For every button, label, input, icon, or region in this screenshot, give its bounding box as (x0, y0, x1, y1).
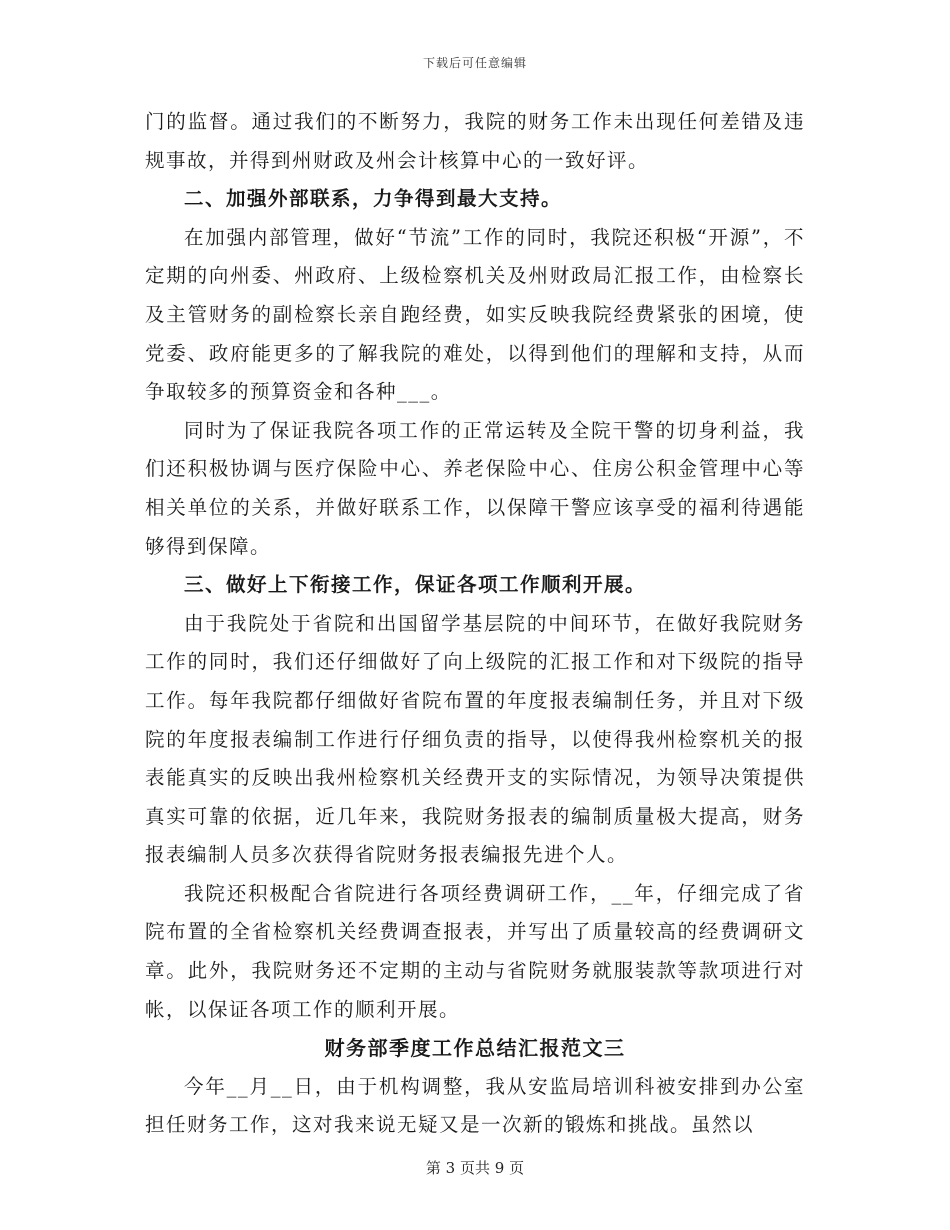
page-header: 下载后可任意编辑 (422, 56, 527, 70)
section-heading: 二、加强外部联系，力争得到最大支持。 (184, 187, 563, 211)
document-body (145, 103, 805, 1145)
paragraph: 我院还积极配合省院进行各项经费调研工作，__年，仔细完成了省院布置的全省检察机关经费调查报表，并写出了质量较高的经费调研文章。此外，我院财务还不定期的主动与省院财务就服装款等款项进行对帐，以保证各项工作的顺利开展。 (145, 881, 805, 1021)
paragraph: 门的监督。通过我们的不断努力，我院的财务工作未出现任何差错及违规事故，并得到州财政及州会计核算中心的一致好评。 (145, 110, 805, 172)
section-heading: 三、做好上下衔接工作，保证各项工作顺利开展。 (184, 573, 647, 597)
paragraph: 在加强内部管理，做好“节流”工作的同时，我院还积极“开源”，不定期的向州委、州政府、上级检察机关及州财政局汇报工作，由检察长及主管财务的副检察长亲自跑经费，如实反映我院经费紧张的困境，使党委、政府能更多的了解我院的难处，以得到他们的理解和支持，从而争取较多的预算资金和各种___。 (145, 225, 805, 404)
page-number: 第 3 页共 9 页 (425, 1159, 525, 1177)
paragraph: 同时为了保证我院各项工作的正常运转及全院干警的切身利益，我们还积极协调与医疗保险中心、养老保险中心、住房公积金管理中心等相关单位的关系，并做好联系工作，以保障干警应该享受的福利待遇能够得到保障。 (145, 418, 805, 558)
paragraph: 今年__月__日，由于机构调整，我从安监局培训科被安排到办公室担任财务工作，这对我来说无疑又是一次新的锻炼和挑战。虽然以 (145, 1074, 805, 1137)
article-title: 财务部季度工作总结汇报范文三 (324, 1036, 626, 1061)
paragraph: 由于我院处于省院和出国留学基层院的中间环节，在做好我院财务工作的同时，我们还仔细做好了向上级院的汇报工作和对下级院的指导工作。每年我院都仔细做好省院布置的年度报表编制任务，并且对下级院的年度报表编制工作进行仔细负责的指导，以使得我州检察机关的报表能真实的反映出我州检察机关经费开支的实际情况，为领导决策提供真实可靠的依据，近几年来，我院财务报表的编制质量极大提高，财务报表编制人员多次获得省院财务报表编报先进个人。 (145, 611, 805, 867)
